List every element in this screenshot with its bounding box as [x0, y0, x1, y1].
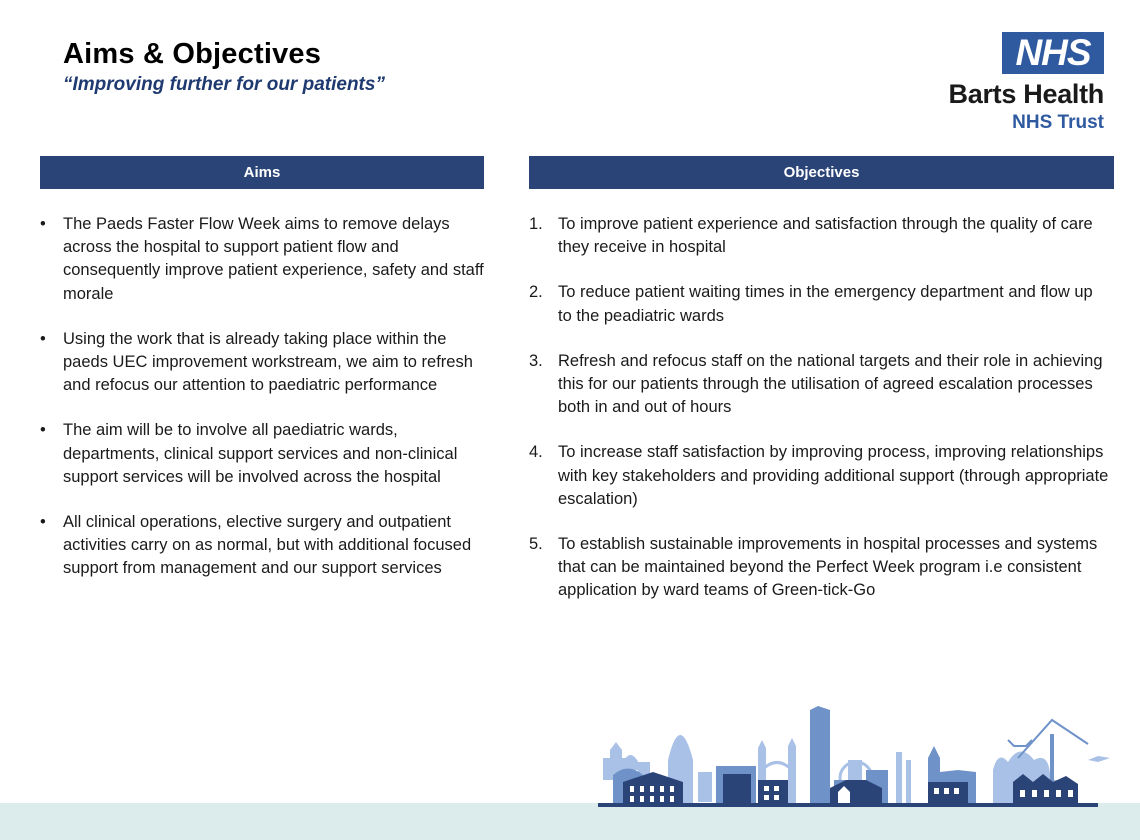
objective-item — [529, 533, 1109, 603]
objective-text: Refresh and refocus staff on the national targets and their role in achieving this for our patients through the utilisation of agreed escalation processes both in and out of hours — [558, 351, 1103, 417]
nhs-logo-mark: NHS — [1002, 32, 1104, 74]
nhs-logo — [930, 30, 1110, 135]
objective-item — [529, 441, 1109, 511]
bullet-icon: • — [40, 215, 46, 233]
aim-text: Using the work that is already taking place within the paeds UEC improvement workstream, we aim to refresh and refocus our attention to paediatric performance — [63, 329, 473, 395]
objective-number: 5. — [529, 535, 543, 554]
objectives-list — [529, 213, 1109, 625]
org-subname: NHS Trust — [1012, 112, 1104, 133]
bullet-icon: • — [40, 421, 46, 440]
aim-text: The Paeds Faster Flow Week aims to remove delays across the hospital to support patient flow and consequently improve patient experience, safety and staff morale — [63, 215, 484, 303]
london-skyline-icon — [598, 700, 1118, 820]
bullet-icon: • — [40, 513, 46, 532]
objective-text: To improve patient experience and satisfaction through the quality of care they receive in hospital — [558, 215, 1093, 257]
objective-text: To increase staff satisfaction by improving process, improving relationships with key stakeholders and providing additional support (through appropriate escalation) — [558, 443, 1109, 508]
objective-text: To establish sustainable improvements in hospital processes and systems that can be maintained beyond the Perfect Week program i.e consistent application by ward teams of Green-tick-Go — [558, 535, 1098, 600]
objective-item — [529, 350, 1109, 420]
aim-item — [40, 328, 490, 398]
aim-text: The aim will be to involve all paediatric wards, departments, clinical support services and non-clinical support services will be involved across the hospital — [63, 421, 458, 486]
objective-number: 4. — [529, 443, 543, 462]
objectives-header: Objectives — [529, 156, 1114, 189]
objective-number: 2. — [529, 283, 543, 302]
objective-number: 1. — [529, 215, 543, 233]
aims-list — [40, 213, 490, 603]
page-title: Aims & Objectives — [63, 38, 322, 70]
org-name: Barts Health — [948, 79, 1104, 109]
aim-item — [40, 213, 490, 306]
aim-item — [40, 511, 490, 581]
aim-text: All clinical operations, elective surgery and outpatient activities carry on as normal, but with additional focused support from management and our support services — [63, 513, 472, 578]
bullet-icon: • — [40, 329, 46, 348]
objective-number: 3. — [529, 351, 543, 370]
objective-text: To reduce patient waiting times in the emergency department and flow up to the peadiatric wards — [558, 283, 1093, 325]
aims-header: Aims — [40, 156, 484, 189]
objective-item — [529, 281, 1109, 327]
objective-item — [529, 213, 1109, 259]
page-subtitle: “Improving further for our patients” — [63, 74, 385, 95]
aim-item — [40, 419, 490, 489]
